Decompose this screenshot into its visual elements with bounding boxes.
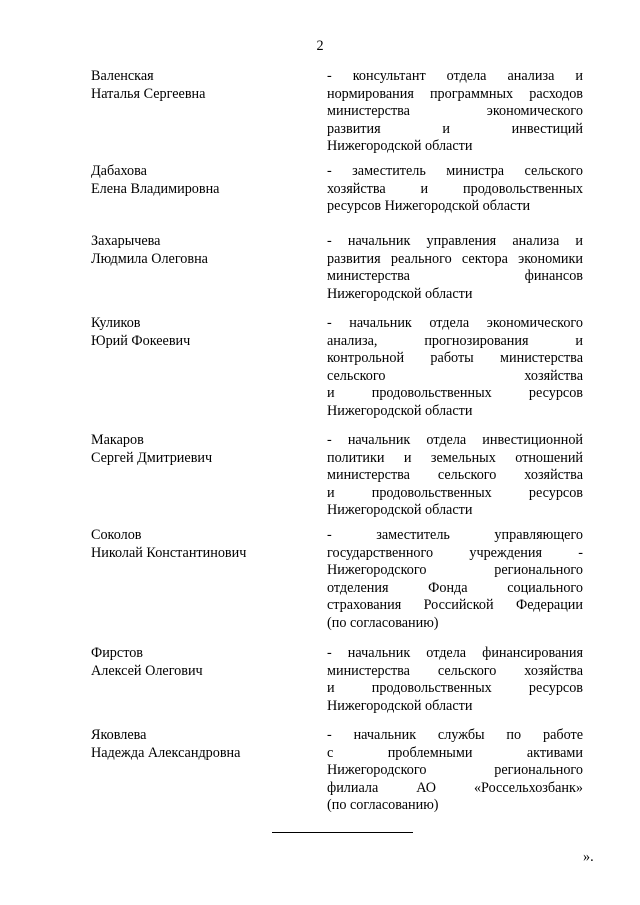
member-name bbox=[91, 233, 311, 268]
position-line: Нижегородской области bbox=[327, 697, 473, 714]
member-position bbox=[327, 233, 583, 303]
member-given-name: Сергей Дмитриевич bbox=[91, 449, 213, 466]
member-surname: Соколов bbox=[91, 527, 142, 543]
member-given-name: Елена Владимировна bbox=[91, 180, 220, 197]
position-line: министерства экономического bbox=[327, 103, 583, 120]
member-position bbox=[327, 163, 583, 216]
member-given-name: Людмила Олеговна bbox=[91, 250, 208, 267]
position-line: (по согласованию) bbox=[327, 614, 439, 631]
position-line: министерства сельского хозяйства bbox=[327, 467, 583, 484]
position-line: контрольной работы министерства bbox=[327, 350, 583, 367]
member-name bbox=[91, 68, 311, 103]
position-line: хозяйства и продовольственных bbox=[327, 180, 583, 197]
position-line: Нижегородского регионального bbox=[327, 562, 583, 579]
member-given-name: Наталья Сергеевна bbox=[91, 85, 206, 102]
position-line: и продовольственных ресурсов bbox=[327, 680, 583, 697]
member-surname: Валенская bbox=[91, 68, 154, 84]
member-name bbox=[91, 645, 311, 680]
member-name bbox=[91, 432, 311, 467]
member-position bbox=[327, 727, 583, 815]
member-name bbox=[91, 315, 311, 350]
member-position bbox=[327, 527, 583, 633]
position-line: - начальник отдела финансирования bbox=[327, 645, 583, 661]
position-line: - консультант отдела анализа и bbox=[327, 68, 583, 84]
position-line: государственного учреждения - bbox=[327, 544, 583, 561]
member-given-name: Алексей Олегович bbox=[91, 662, 203, 679]
position-line: Нижегородского регионального bbox=[327, 762, 583, 779]
position-line: и продовольственных ресурсов bbox=[327, 484, 583, 501]
member-given-name: Надежда Александровна bbox=[91, 744, 241, 761]
member-given-name: Юрий Фокеевич bbox=[91, 332, 191, 349]
position-line: министерства финансов bbox=[327, 268, 583, 285]
position-line: и продовольственных ресурсов bbox=[327, 385, 583, 402]
position-line: Нижегородской области bbox=[327, 502, 473, 519]
member-surname: Куликов bbox=[91, 315, 141, 331]
member-given-name: Николай Константинович bbox=[91, 544, 247, 561]
member-surname: Дабахова bbox=[91, 163, 147, 179]
position-line: филиала АО «Россельхозбанк» bbox=[327, 779, 583, 796]
member-surname: Яковлева bbox=[91, 727, 147, 743]
position-line: с проблемными активами bbox=[327, 744, 583, 761]
member-name bbox=[91, 163, 311, 198]
position-line: нормирования программных расходов bbox=[327, 85, 583, 102]
position-line: - начальник отдела инвестиционной bbox=[327, 432, 583, 448]
member-surname: Фирстов bbox=[91, 645, 143, 661]
page-number: 2 bbox=[316, 38, 324, 54]
member-position bbox=[327, 68, 583, 156]
position-line: Нижегородской области bbox=[327, 402, 473, 419]
member-name bbox=[91, 727, 311, 762]
position-line: Нижегородской области bbox=[327, 285, 473, 302]
member-position bbox=[327, 315, 583, 421]
position-line: сельского хозяйства bbox=[327, 367, 583, 384]
position-line: развития и инвестиций bbox=[327, 120, 583, 137]
position-line: - заместитель министра сельского bbox=[327, 163, 583, 179]
position-line: министерства сельского хозяйства bbox=[327, 662, 583, 679]
position-line: политики и земельных отношений bbox=[327, 449, 583, 466]
position-line: Нижегородской области bbox=[327, 138, 473, 155]
member-position bbox=[327, 432, 583, 520]
member-name bbox=[91, 527, 311, 562]
position-line: - заместитель управляющего bbox=[327, 527, 583, 543]
member-surname: Захарычева bbox=[91, 233, 161, 249]
position-line: анализа, прогнозирования и bbox=[327, 332, 583, 349]
position-line: (по согласованию) bbox=[327, 797, 439, 814]
position-line: - начальник отдела экономического bbox=[327, 315, 583, 331]
position-line: отделения Фонда социального bbox=[327, 579, 583, 596]
separator-line bbox=[272, 832, 413, 833]
member-surname: Макаров bbox=[91, 432, 144, 448]
position-line: ресурсов Нижегородской области bbox=[327, 198, 531, 215]
closing-quote-mark: ». bbox=[583, 849, 594, 865]
position-line: страхования Российской Федерации bbox=[327, 597, 583, 614]
member-position bbox=[327, 645, 583, 715]
position-line: развития реального сектора экономики bbox=[327, 250, 583, 267]
position-line: - начальник управления анализа и bbox=[327, 233, 583, 249]
position-line: - начальник службы по работе bbox=[327, 727, 583, 743]
